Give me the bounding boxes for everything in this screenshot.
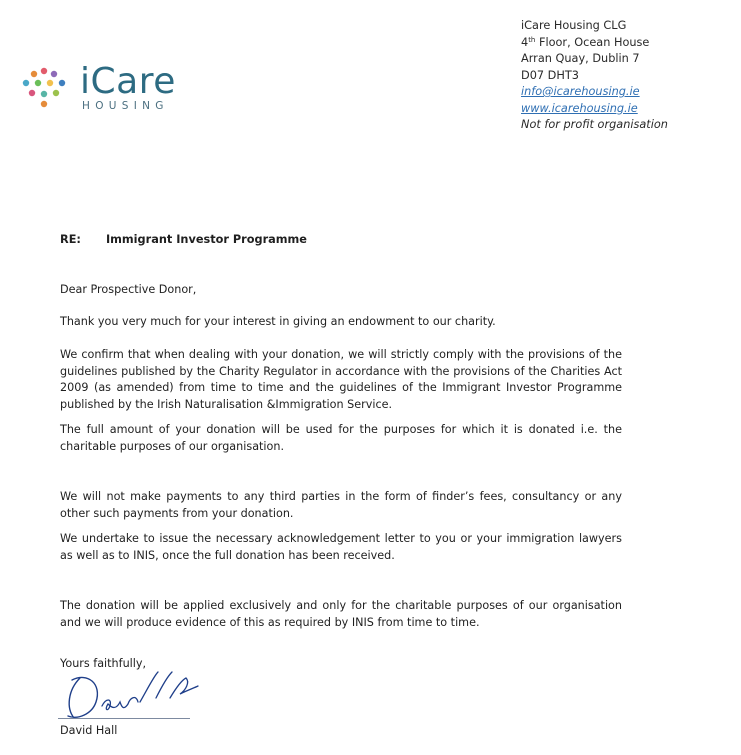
paragraph: We confirm that when dealing with your donation, we will strictly comply with the provisions of the guidelines published by the Charity Regulator in accordance with the provisions of the Charities Act 2009 (as amended) from time to time and the guidelines of the Immigrant Investor Programme published by the Irish Naturalisation &Immigration Service. (60, 348, 622, 411)
logo-dot (35, 80, 41, 86)
subject-line (60, 233, 307, 246)
logo-dot (53, 90, 59, 96)
logo-wordmark: iCare (80, 61, 176, 102)
logo-dot (41, 68, 47, 74)
closing: Yours faithfully, (60, 657, 147, 670)
sender-address (521, 18, 668, 134)
logo-tagline: HOUSING (82, 100, 169, 112)
logo-mark-icon (16, 66, 72, 114)
re-subject: Immigrant Investor Programme (105, 233, 307, 246)
salutation: Dear Prospective Donor, (60, 283, 197, 296)
logo-dot (29, 90, 35, 96)
paragraph: We undertake to issue the necessary acknowledgement letter to you or your immigration lawyers as well as to INIS, once the full donation has been received. (60, 532, 622, 562)
website-link[interactable]: www.icarehousing.ie (521, 101, 638, 115)
logo-dot (59, 80, 65, 86)
signatory-name: David Hall (60, 724, 118, 737)
paragraph: We will not make payments to any third parties in the form of finder’s fees, consultancy or any other such payments from your donation. (60, 490, 622, 520)
org-note: Not for profit organisation (521, 118, 668, 131)
re-label: RE: (60, 233, 81, 246)
address-floor: 4th Floor, Ocean House (521, 35, 650, 49)
handwritten-signature (58, 668, 208, 724)
logo-dot (41, 91, 47, 97)
paragraph: The donation will be applied exclusively and only for the charitable purposes of our organisation and we will produce evidence of this as required by INIS from time to time. (60, 599, 622, 629)
logo-dot (31, 71, 37, 77)
logo-dot (41, 101, 47, 107)
address-street: Arran Quay, Dublin 7 (521, 52, 640, 65)
org-name: iCare Housing CLG (521, 19, 627, 32)
paragraph: The full amount of your donation will be used for the purposes for which it is donated i.e. the charitable purposes of our organisation. (60, 423, 622, 453)
logo-dot (23, 80, 29, 86)
signature-line (58, 718, 190, 719)
logo-dot (47, 80, 53, 86)
logo-dot (51, 71, 57, 77)
logo (16, 61, 186, 116)
email-link[interactable]: info@icarehousing.ie (521, 85, 640, 98)
address-postcode: D07 DHT3 (521, 68, 579, 82)
paragraph: Thank you very much for your interest in giving an endowment to our charity. (60, 315, 496, 328)
